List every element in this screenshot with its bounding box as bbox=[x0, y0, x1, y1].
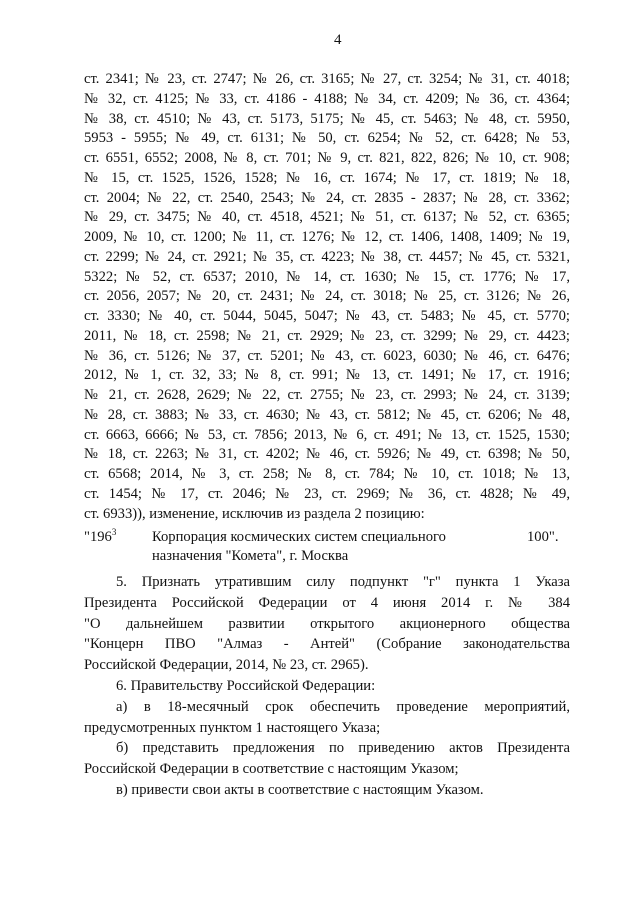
subparagraph-a-line: а) в 18-месячный срок обеспечить проведение мероприятий, bbox=[116, 698, 570, 715]
decree-body bbox=[84, 572, 570, 801]
citation-line: ст. 6933)), изменение, исключив из раздела 2 позицию: bbox=[84, 505, 425, 522]
subparagraph-c-line: в) привести свои акты в соответствие с настоящим Указом. bbox=[116, 781, 484, 798]
citation-line: 2009, № 10, ст. 1200; № 11, ст. 1276; № 12, ст. 1406, 1408, 1409; № 19, bbox=[84, 229, 570, 245]
paragraph-5-line: "Концерн ПВО "Алмаз - Антей" (Собрание законодательства bbox=[84, 636, 570, 653]
citation-line: ст. 6663, 6666; № 53, ст. 7856; 2013, № 6, ст. 491; № 13, ст. 1525, 1530; bbox=[84, 426, 570, 443]
paragraph-5-line: 5. Признать утратившим силу подпункт "г" пункта 1 Указа bbox=[116, 574, 570, 590]
paragraph-5-line: "О дальнейшем развитии открытого акционерного общества bbox=[84, 615, 570, 632]
entry-code bbox=[84, 528, 116, 547]
citation-line: № 15, ст. 1525, 1526, 1528; № 16, ст. 1674; № 17, ст. 1819; № 18, bbox=[84, 169, 570, 186]
citation-line: ст. 3330; № 40, ст. 5044, 5045, 5047; № 43, ст. 5483; № 45, ст. 5770; bbox=[84, 308, 570, 324]
citation-line: ст. 2056, 2057; № 20, ст. 2431; № 24, ст. 3018; № 25, ст. 3126; № 26, bbox=[84, 288, 570, 305]
entry-code-superscript: 3 bbox=[111, 527, 117, 537]
citation-line: № 29, ст. 3475; № 40, ст. 4518, 4521; № 51, ст. 6137; № 52, ст. 6365; bbox=[84, 209, 570, 226]
citation-line: № 18, ст. 2263; № 31, ст. 4202; № 46, ст. 5926; № 49, ст. 6398; № 50, bbox=[84, 446, 570, 463]
position-entry bbox=[84, 528, 570, 568]
subparagraph-b-line: Российской Федерации в соответствие с настоящим Указом; bbox=[84, 761, 459, 778]
citation-line: ст. 2341; № 23, ст. 2747; № 26, ст. 3165; № 27, ст. 3254; № 31, ст. 4018; bbox=[84, 71, 570, 87]
entry-value: 100". bbox=[527, 529, 559, 545]
paragraph-6-line: 6. Правительству Российской Федерации: bbox=[116, 677, 376, 694]
citation-line: 5953 - 5955; № 49, ст. 6131; № 50, ст. 6254; № 52, ст. 6428; № 53, bbox=[84, 130, 570, 147]
citation-line: ст. 2299; № 24, ст. 2921; № 35, ст. 4223; № 38, ст. 4457; № 45, ст. 5321, bbox=[84, 248, 570, 265]
entry-name-line: Корпорация космических систем специального bbox=[152, 529, 446, 545]
citation-line: № 21, ст. 2628, 2629; № 22, ст. 2755; № 23, ст. 2993; № 24, ст. 3139; bbox=[84, 387, 570, 403]
citation-line: ст. 6551, 6552; 2008, № 8, ст. 701; № 9, ст. 821, 822, 826; № 10, ст. 908; bbox=[84, 150, 570, 166]
paragraph-5-line: Президента Российской Федерации от 4 июня 2014 г. № 384 bbox=[84, 594, 570, 611]
paragraph-5-line: Российской Федерации, 2014, № 23, ст. 2965). bbox=[84, 657, 369, 674]
citation-block bbox=[84, 70, 570, 524]
subparagraph-b-line: б) представить предложения по приведению актов Президента bbox=[116, 740, 570, 757]
citation-line: ст. 6568; 2014, № 3, ст. 258; № 8, ст. 784; № 10, ст. 1018; № 13, bbox=[84, 466, 570, 482]
citation-line: 5322; № 52, ст. 6537; 2010, № 14, ст. 1630; № 15, ст. 1776; № 17, bbox=[84, 268, 570, 285]
citation-line: № 38, ст. 4510; № 43, ст. 5173, 5175; № 45, ст. 5463; № 48, ст. 5950, bbox=[84, 110, 570, 127]
citation-line: 2011, № 18, ст. 2598; № 21, ст. 2929; № 23, ст. 3299; № 29, ст. 4423; bbox=[84, 327, 570, 344]
page-number: 4 bbox=[334, 32, 342, 48]
entry-name-line: назначения "Комета", г. Москва bbox=[152, 548, 349, 564]
citation-line: № 32, ст. 4125; № 33, ст. 4186 - 4188; № 34, ст. 4209; № 36, ст. 4364; bbox=[84, 90, 570, 107]
subparagraph-a-line: предусмотренных пунктом 1 настоящего Указа; bbox=[84, 719, 381, 736]
citation-line: 2012, № 1, ст. 32, 33; № 8, ст. 991; № 13, ст. 1491; № 17, ст. 1916; bbox=[84, 367, 570, 384]
citation-line: ст. 1454; № 17, ст. 2046; № 23, ст. 2969; № 36, ст. 4828; № 49, bbox=[84, 485, 570, 502]
citation-line: № 36, ст. 5126; № 37, ст. 5201; № 43, ст. 6023, 6030; № 46, ст. 6476; bbox=[84, 347, 570, 364]
citation-line: № 28, ст. 3883; № 33, ст. 4630; № 43, ст. 5812; № 45, ст. 6206; № 48, bbox=[84, 406, 570, 423]
entry-code-number: "196 bbox=[84, 529, 112, 545]
citation-line: ст. 2004; № 22, ст. 2540, 2543; № 24, ст. 2835 - 2837; № 28, ст. 3362; bbox=[84, 189, 570, 206]
